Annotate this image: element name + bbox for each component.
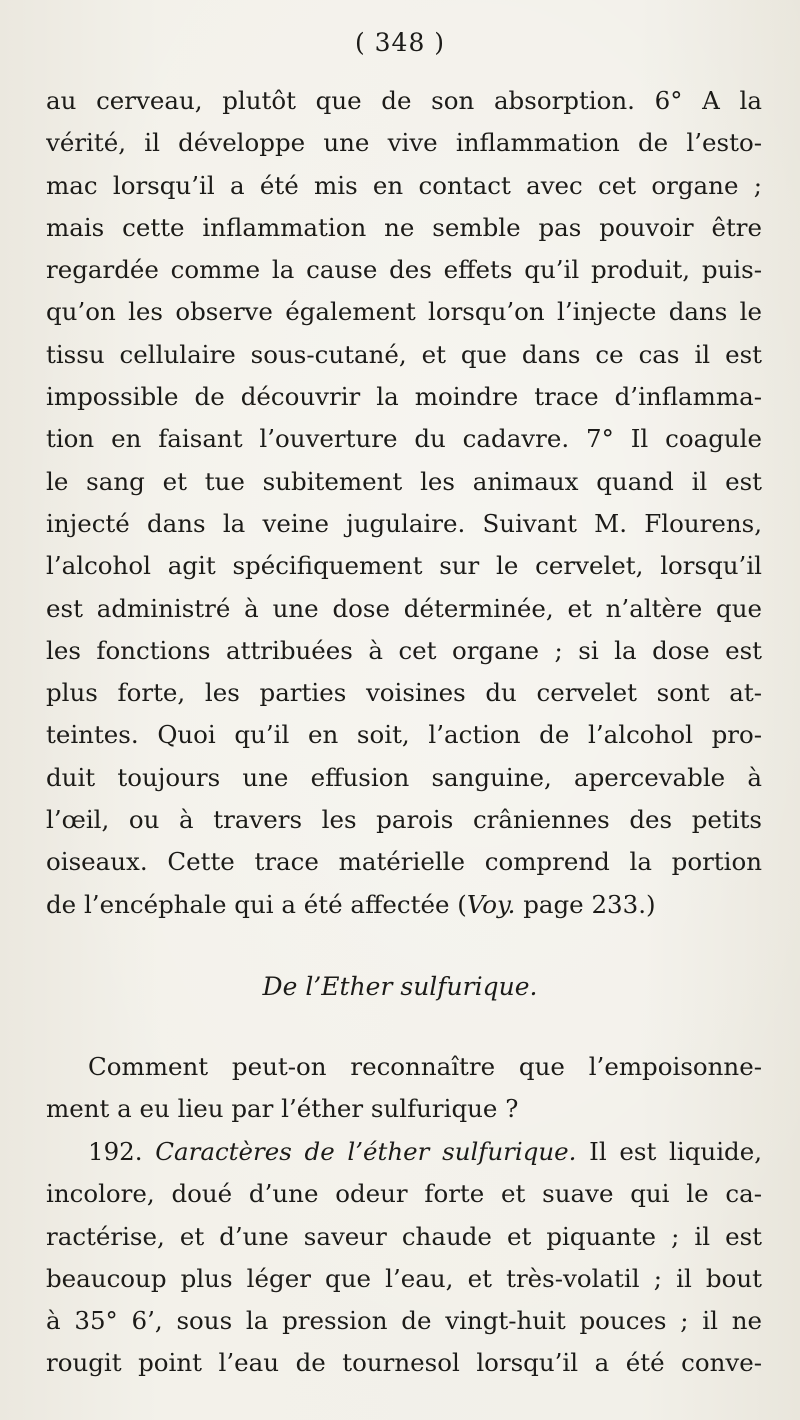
text-line: injecté dans la veine jugulaire. Suivant M. Flourens, <box>46 508 762 538</box>
text-line: vérité, il développe une vive inflammation de l’esto- <box>46 128 762 158</box>
text-line: tion en faisant l’ouverture du cadavre. 7° Il coagule <box>46 424 762 454</box>
text-line: ractérise, et d’une saveur chaude et piquante ; il est <box>46 1221 762 1251</box>
text-line: plus forte, les parties voisines du cervelet sont at- <box>46 678 762 708</box>
text-line: ment a eu lieu par l’éther sulfurique ? <box>46 1094 519 1124</box>
text-line: mais cette inflammation ne semble pas pouvoir être <box>46 212 762 242</box>
text-line: les fonctions attribuées à cet organe ; si la dose est <box>46 635 762 665</box>
text-line-first <box>46 1131 762 1173</box>
text-line: l’œil, ou à travers les parois crâniennes des petits <box>46 805 762 835</box>
page-number: ( 348 ) <box>354 28 446 57</box>
paragraph-ether-characters <box>46 1131 762 1385</box>
paragraph-alcohol-effects <box>46 80 762 926</box>
text-line: mac lorsqu’il a été mis en contact avec cet organe ; <box>46 170 762 200</box>
text-line: le sang et tue subitement les animaux quand il est <box>46 466 762 496</box>
text-line: Comment peut-on reconnaître que l’empoisonne- <box>88 1052 762 1081</box>
italic-subtitle: Caractères de l’éther sulfurique. <box>155 1137 577 1166</box>
paragraph-number: 192. <box>88 1137 156 1166</box>
section-heading: De l’Ether sulfurique. <box>262 972 538 1001</box>
text-run: Il est liquide, <box>576 1137 762 1166</box>
text-line: au cerveau, plutôt que de son absorption. 6° A la <box>46 86 762 115</box>
text-line: à 35° 6’, sous la pression de vingt-huit pouces ; il ne <box>46 1306 762 1336</box>
text-run: de l’encéphale qui a été affectée ( <box>46 889 467 919</box>
text-line: rougit point l’eau de tournesol lorsqu’il a été conve- <box>46 1348 762 1378</box>
text-line: tissu cellulaire sous-cutané, et que dans ce cas il est <box>46 339 762 369</box>
text-line: teintes. Quoi qu’il en soit, l’action de l’alcohol pro- <box>46 720 762 750</box>
paragraph-question <box>46 1046 762 1131</box>
text-line: beaucoup plus léger que l’eau, et très-volatil ; il bout <box>46 1263 762 1293</box>
italic-reference: Voy. <box>466 889 516 919</box>
text-line: oiseaux. Cette trace matérielle comprend la portion <box>46 847 762 877</box>
text-line: incolore, doué d’une odeur forte et suave qui le ca- <box>46 1179 762 1209</box>
text-line: regardée comme la cause des effets qu’il produit, puis- <box>46 255 762 285</box>
text-line-final <box>46 884 762 926</box>
text-line: duit toujours une effusion sanguine, apercevable à <box>46 762 762 792</box>
text-run: page 233.) <box>515 889 656 919</box>
text-line: l’alcohol agit spécifiquement sur le cervelet, lorsqu’il <box>46 551 762 581</box>
text-line: qu’on les observe également lorsqu’on l’injecte dans le <box>46 297 762 327</box>
text-line: est administré à une dose déterminée, et n’altère que <box>46 593 762 623</box>
text-line: impossible de découvrir la moindre trace d’inflamma- <box>46 382 762 412</box>
